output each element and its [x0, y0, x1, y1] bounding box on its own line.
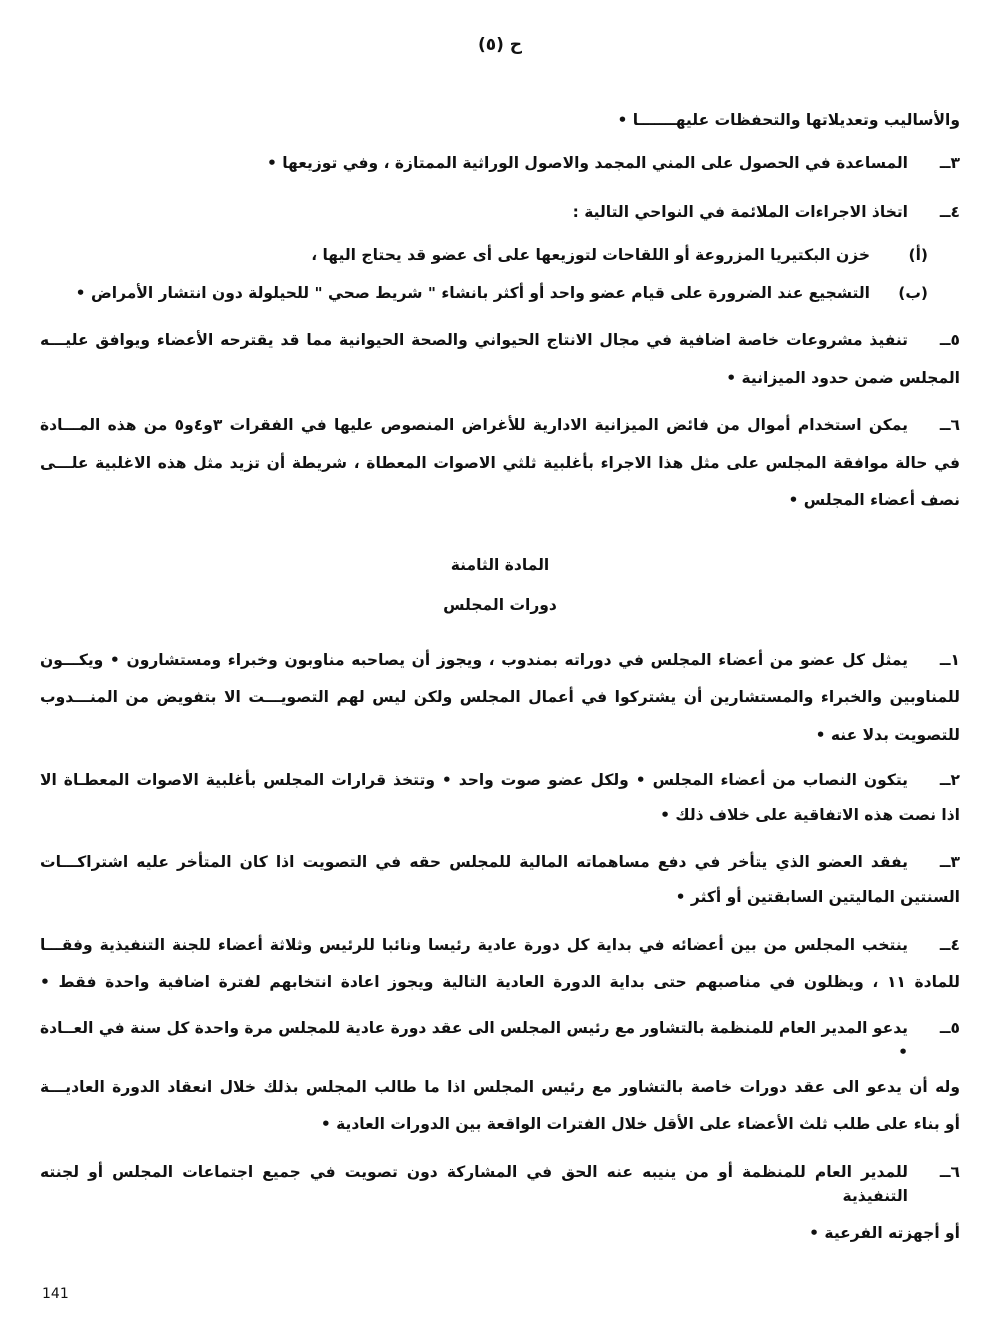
paragraph-line: يمكن استخدام أموال من فائض الميزانية الادارية للأغراض المنصوص عليها في الفقرات ٣و٤و٥ من هذه المـــادة: [40, 416, 909, 434]
paragraph-line: للتصويت بدلا عنه •: [815, 726, 960, 744]
list-item: [40, 1160, 960, 1208]
paragraph-line: المساعدة في الحصول على المني المجمد والاصول الوراثية الممتازة ، وفي توزيعها •: [266, 154, 908, 172]
list-item: [40, 151, 960, 175]
paragraph-line: اذا نصت هذه الاتفاقية على خلاف ذلك •: [660, 806, 960, 824]
paragraph-line: وله أن يدعو الى عقد دورات خاصة بالتشاور مع رئيس المجلس اذا ما طالب المجلس بذلك خلال انعقاد الدورة العاديـــة: [40, 1078, 960, 1096]
paragraph-line: أو أجهزته الفرعية •: [809, 1224, 960, 1242]
list-item: [40, 933, 960, 957]
item-number: ١ــ: [939, 651, 960, 669]
paragraph-line: تنفيذ مشروعات خاصة اضافية في مجال الانتاج الحيواني والصحة الحيوانية مما قد يقترحه الأعضاء ويوافق عليـــه: [40, 331, 908, 349]
paragraph-line: أو بناء على طلب ثلث الأعضاء على الأقل خلال الفترات الواقعة بين الدورات العادية •: [320, 1115, 960, 1133]
item-number: ٢ــ: [939, 771, 960, 789]
list-item: [40, 850, 960, 874]
paragraph-line: يدعو المدير العام للمنظمة بالتشاور مع رئيس المجلس الى عقد دورة عادية للمجلس مرة واحدة كل سنة في العــادة •: [40, 1019, 908, 1061]
paragraph-line: نصف أعضاء المجلس •: [788, 491, 960, 509]
page-number: 141: [42, 1286, 69, 1302]
list-item: [40, 328, 960, 352]
paragraph-line: يفقد العضو الذي يتأخر في دفع مساهماته المالية للمجلس حقه في التصويت اذا كان المتأخر عليه اشتراكـــات: [40, 853, 908, 871]
page-header: ح (٥): [477, 35, 523, 55]
item-number: ٦ــ: [939, 1163, 960, 1181]
item-number: ٦ــ: [939, 416, 960, 434]
sub-item: [40, 243, 960, 267]
sub-item-label: (أ): [908, 246, 928, 264]
article-subtitle: دورات المجلس: [443, 596, 557, 614]
item-number: ٥ــ: [939, 331, 960, 349]
paragraph-line: للمناوبين والخبراء والمستشارين أن يشتركوا في أعمال المجلس ولكن ليس لهم التصويـــت الا بتفويض من المنـــدوب: [40, 688, 960, 706]
item-number: ٤ــ: [939, 936, 960, 954]
list-item: [40, 768, 960, 792]
list-item: [40, 648, 960, 672]
paragraph-line: يتكون النصاب من أعضاء المجلس • ولكل عضو صوت واحد • وتتخذ قرارات المجلس بأغلبية الاصوات المعطـاة الا: [40, 771, 908, 789]
paragraph-line: يمثل كل عضو من أعضاء المجلس في دوراته بمندوب ، ويجوز أن يصاحبه مناوبون وخبراء ومستشارون • ويكـــون: [40, 651, 908, 669]
paragraph-line: في حالة موافقة المجلس على مثل هذا الاجراء بأغلبية ثلثي الاصوات المعطاة ، شريطة أن تزيد مثل هذه الاغلبية علـــى: [40, 454, 960, 472]
paragraph-line: والأساليب وتعديلاتها والتحفظات عليهـــــــا •: [617, 111, 960, 129]
item-number: ٤ــ: [939, 203, 960, 221]
paragraph-line: المجلس ضمن حدود الميزانية •: [726, 369, 960, 387]
paragraph-line: للمدير العام للمنظمة أو من ينيبه عنه الحق في المشاركة دون تصويت في جميع اجتماعات المجلس أو لجنته التنفيذية: [40, 1163, 908, 1205]
paragraph-line: للمادة ١١ ، ويظلون في مناصبهم حتى بداية الدورة العادية التالية ويجوز اعادة انتخابهم لفترة اضافية واحدة فقط •: [40, 973, 960, 991]
list-item: [40, 413, 960, 437]
item-number: ٣ــ: [939, 853, 960, 871]
paragraph-line: السنتين الماليتين السابقتين أو أكثر •: [675, 888, 960, 906]
sub-item: [40, 281, 960, 305]
sub-item-label: (ب): [898, 284, 928, 302]
list-item: [40, 200, 960, 224]
item-number: ٥ــ: [939, 1019, 960, 1037]
list-item: [40, 1016, 960, 1064]
article-title: المادة الثامنة: [450, 556, 550, 574]
paragraph-line: ينتخب المجلس من بين أعضائه في بداية كل دورة عادية رئيسا ونائبا للرئيس وثلاثة أعضاء للجنة التنفيذية وفقـــا: [40, 936, 908, 954]
paragraph-line: اتخاذ الاجراءات الملائمة في النواحي التالية :: [572, 203, 908, 221]
item-number: ٣ــ: [939, 154, 960, 172]
sub-item-text: التشجيع عند الضرورة على قيام عضو واحد أو أكثر بانشاء " شريط صحي " للحيلولة دون انتشار الأمراض •: [75, 284, 870, 302]
sub-item-text: خزن البكتيريا المزروعة أو اللقاحات لتوزيعها على أى عضو قد يحتاج اليها ،: [311, 246, 870, 264]
